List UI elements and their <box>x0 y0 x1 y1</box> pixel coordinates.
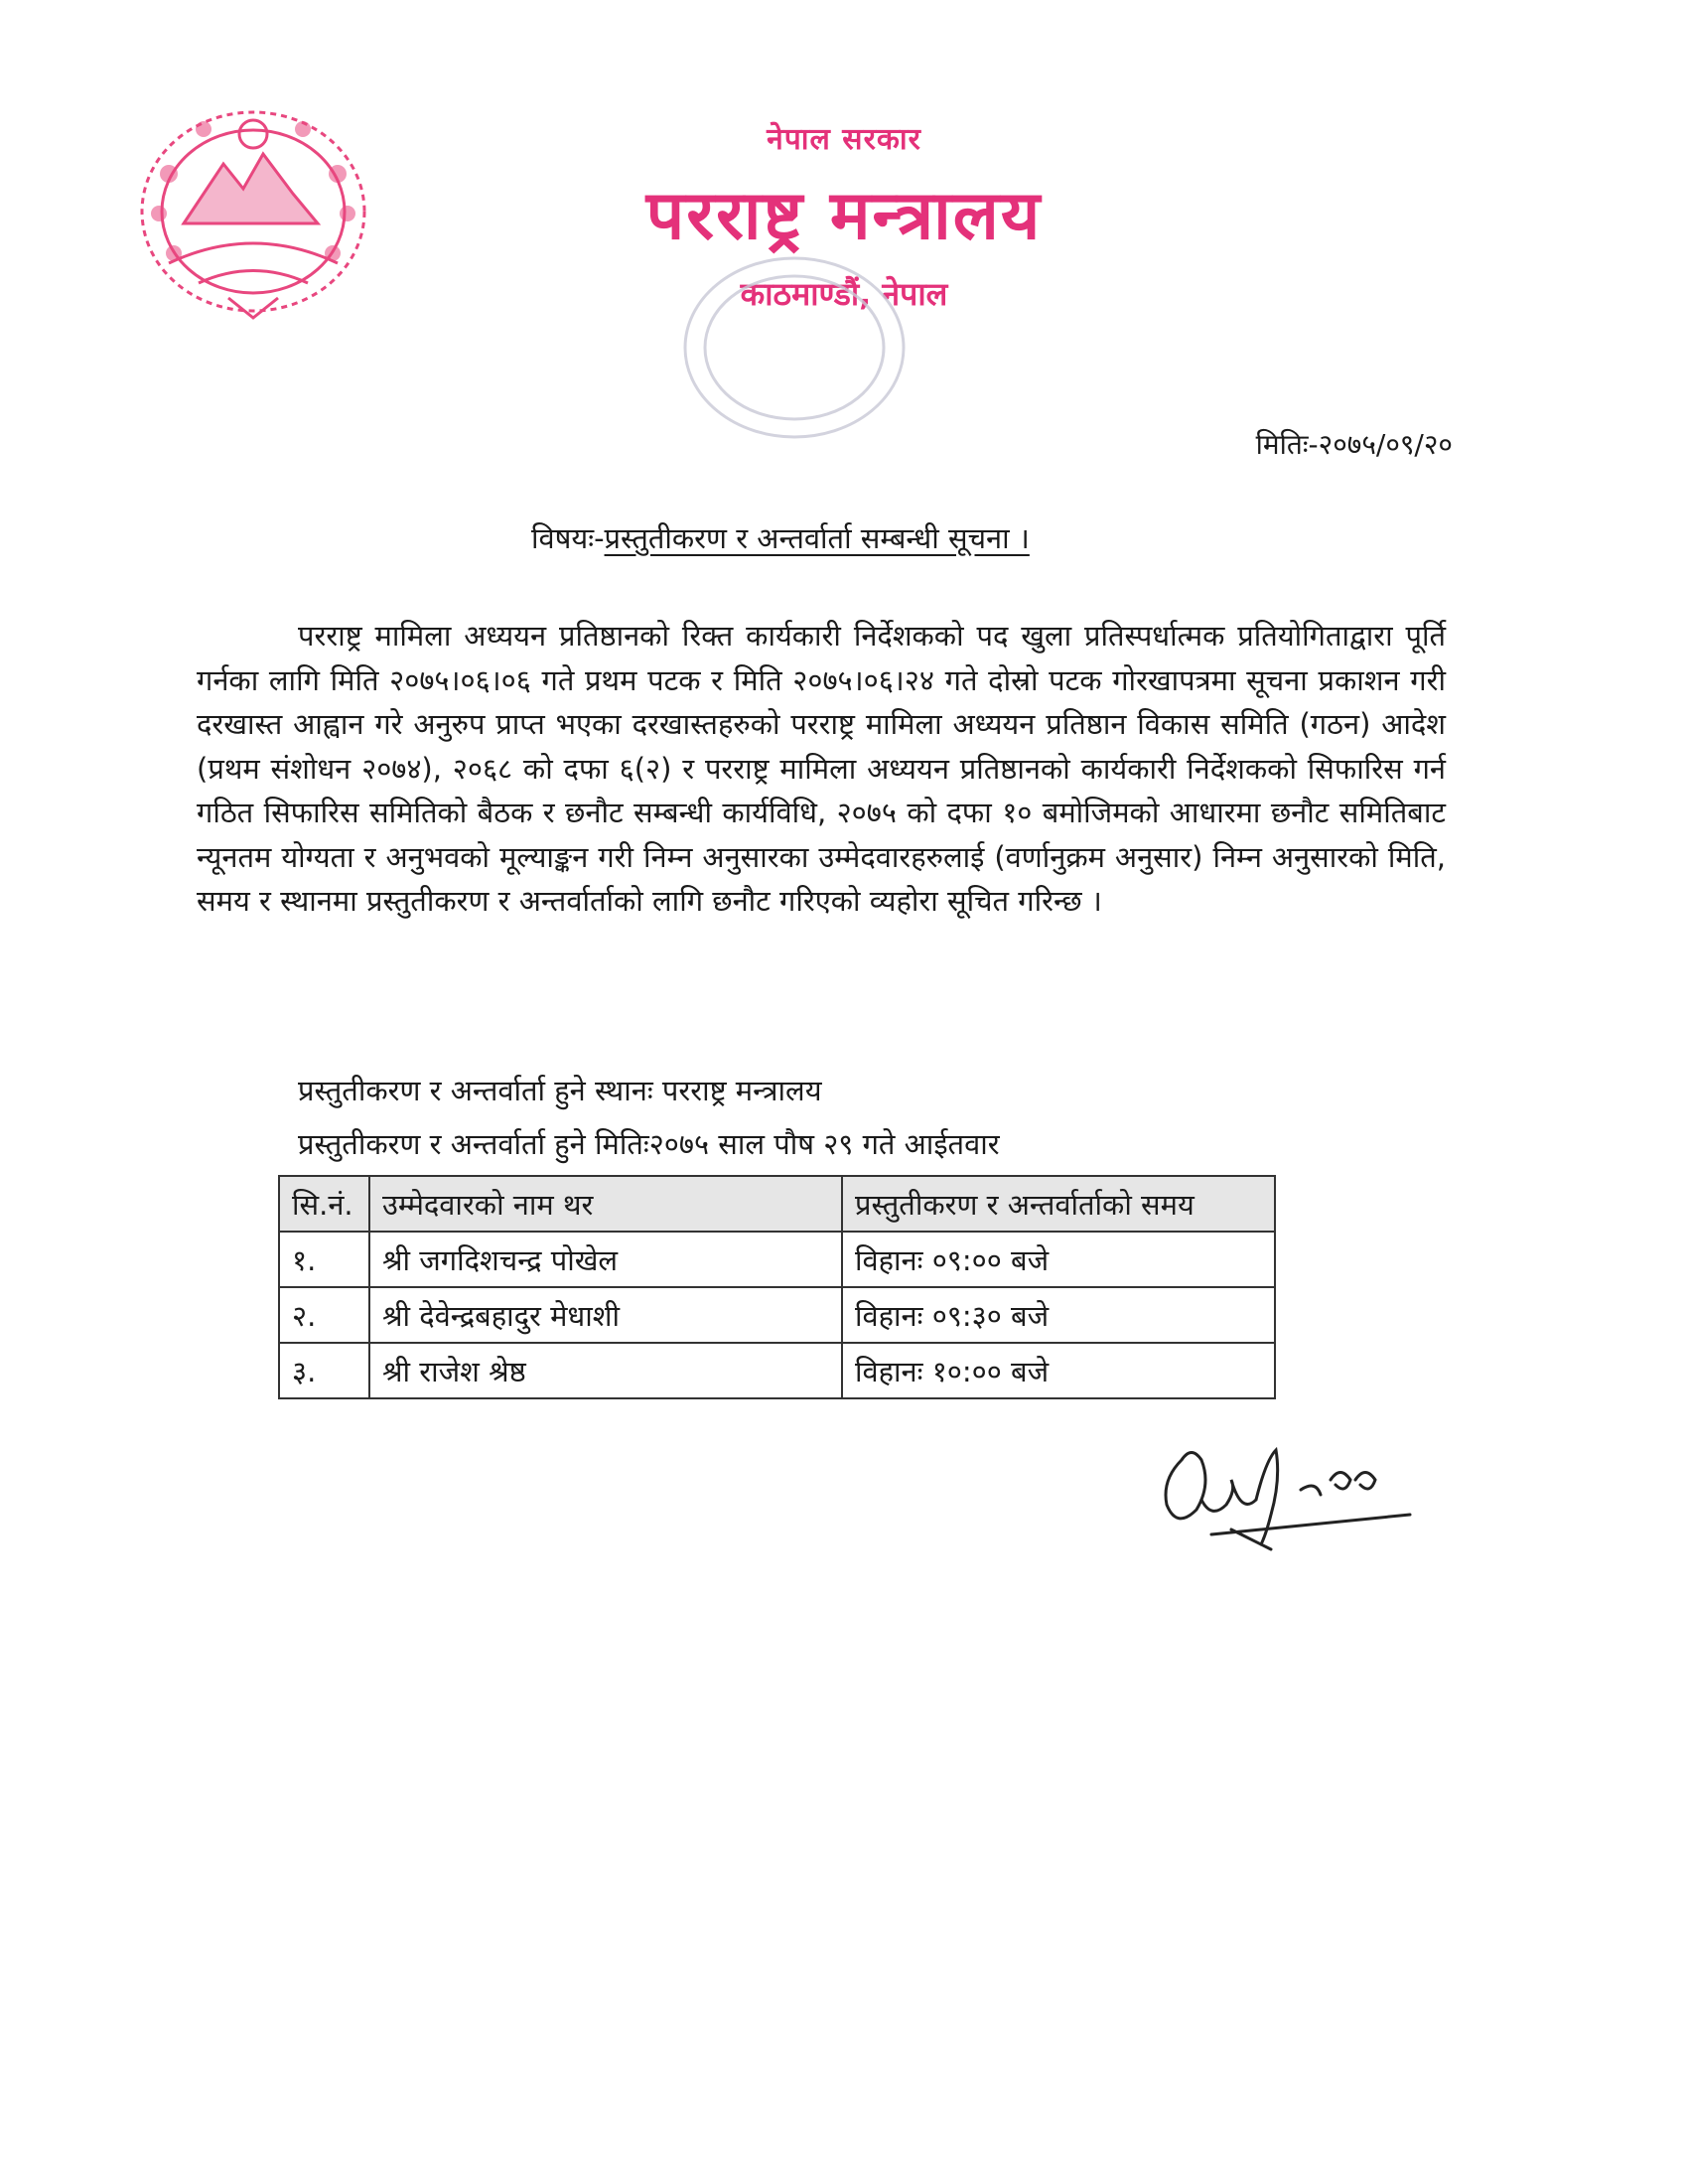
signature-icon <box>1142 1420 1440 1559</box>
table-row <box>279 1232 1275 1287</box>
header-time: प्रस्तुतीकरण र अन्तर्वार्ताको समय <box>842 1176 1275 1232</box>
header-candidate-name: उम्मेदवारको नाम थर <box>369 1176 842 1232</box>
table-row <box>279 1343 1275 1398</box>
ministry-name: परराष्ट्र मन्त्रालय <box>645 177 1043 255</box>
row-time: विहानः १०:०० बजे <box>842 1343 1275 1398</box>
nepal-emblem-icon <box>129 94 377 328</box>
ministry-location: काठमाण्डौं, नेपाल <box>740 275 948 313</box>
row-candidate-name: श्री देवेन्द्रबहादुर मेधाशी <box>369 1287 842 1343</box>
office-stamp-icon <box>675 248 914 447</box>
subject-label: विषयः- <box>531 521 605 555</box>
schedule-table <box>278 1175 1276 1399</box>
body-paragraph: परराष्ट्र मामिला अध्ययन प्रतिष्ठानको रिक्त कार्यकारी निर्देशकको पद खुला प्रतिस्पर्धात्मक प्रतियोगिताद्वारा पूर्ति गर्नका लागि मिति २०७५।०६।०६ गते प्रथम पटक र मिति २०७५।०६।२४ गते दोस्रो पटक गोरखापत्रमा सूचना प्रकाशन गरी दरखास्त आह्वान गरे अनुरुप प्राप्त भएका दरखास्तहरुको परराष्ट्र मामिला अध्ययन प्रतिष्ठान विकास समिति (गठन) आदेश (प्रथम संशोधन २०७४), २०६८ को दफा ६(२) र परराष्ट्र मामिला अध्ययन प्रतिष्ठानको कार्यकारी निर्देशकको सिफारिस गर्न गठित सिफारिस समितिको बैठक र छनौट सम्बन्धी कार्यविधि, २०७५ को दफा १० बमोजिमको आधारमा छनौट समितिबाट न्यूनतम योग्यता र अनुभवको मूल्याङ्कन गरी निम्न अनुसारका उम्मेदवारहरुलाई (वर्णानुक्रम अनुसार) निम्न अनुसारको मिति, समय र स्थानमा प्रस्तुतीकरण र अन्तर्वार्ताको लागि छनौट गरिएको व्यहोरा सूचित गरिन्छ । <box>197 619 1446 918</box>
date-info-line: प्रस्तुतीकरण र अन्तर्वार्ता हुने मितिः२०७५ साल पौष २९ गते आईतवार <box>298 1127 1000 1161</box>
date-line: मितिः-२०७५/०९/२० <box>1255 428 1453 461</box>
row-serial: १. <box>279 1232 369 1287</box>
table-row <box>279 1287 1275 1343</box>
subject-line <box>531 518 1030 557</box>
row-serial: २. <box>279 1287 369 1343</box>
row-time: विहानः ०९:०० बजे <box>842 1232 1275 1287</box>
row-time: विहानः ०९:३० बजे <box>842 1287 1275 1343</box>
row-candidate-name: श्री जगदिशचन्द्र पोखेल <box>369 1232 842 1287</box>
row-serial: ३. <box>279 1343 369 1398</box>
header-serial: सि.नं. <box>279 1176 369 1232</box>
venue-line: प्रस्तुतीकरण र अन्तर्वार्ता हुने स्थानः परराष्ट्र मन्त्रालय <box>298 1074 822 1107</box>
row-candidate-name: श्री राजेश श्रेष्ठ <box>369 1343 842 1398</box>
table-header-row <box>279 1176 1275 1232</box>
subject-text: प्रस्तुतीकरण र अन्तर्वार्ता सम्बन्धी सूचना । <box>604 521 1030 555</box>
government-name: नेपाल सरकार <box>767 122 921 157</box>
